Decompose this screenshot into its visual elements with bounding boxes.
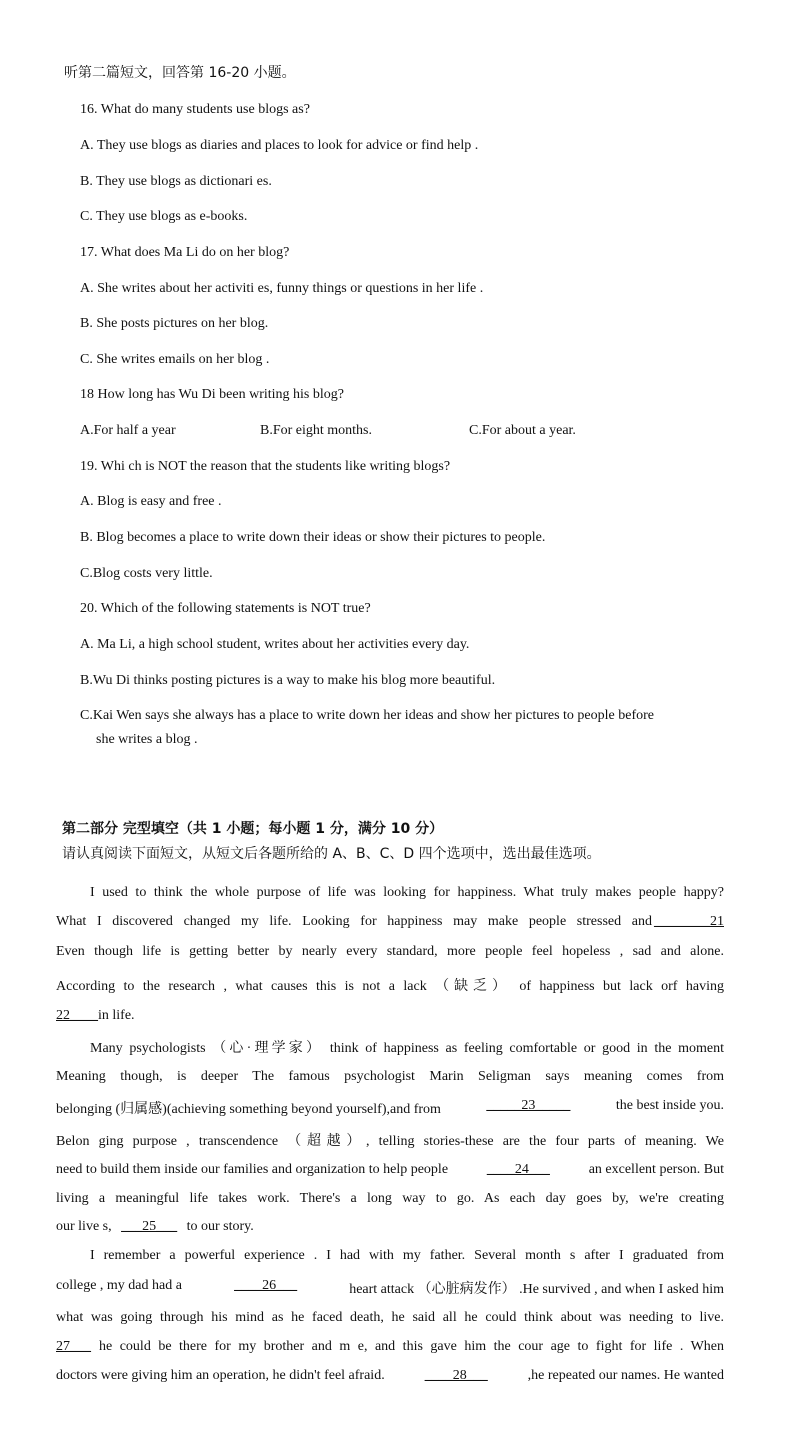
q16-option-c: C. They use blogs as e-books. bbox=[80, 209, 248, 224]
passage-line bbox=[56, 1278, 724, 1298]
listening-intro: 听第二篇短文，回答第 16-20 小题。 bbox=[64, 65, 296, 81]
passage-text: What I discovered changed my life. Looking for happiness may make people stressed and bbox=[56, 914, 652, 929]
blank-22: 22____ bbox=[56, 1008, 98, 1023]
passage-text: doctors were giving him an operation, he didn't feel afraid. bbox=[56, 1368, 385, 1383]
blank-23: _____23_____ bbox=[486, 1098, 571, 1113]
blank-24: ____24___ bbox=[486, 1162, 550, 1177]
blank-21: ________21 bbox=[654, 914, 724, 929]
passage-line bbox=[56, 1368, 724, 1384]
q17-option-b: B. She posts pictures on her blog. bbox=[80, 316, 269, 331]
blank-28: ____28___ bbox=[424, 1368, 488, 1383]
q20-option-a: A. Ma Li, a high school student, writes about her activities every day. bbox=[80, 637, 470, 652]
passage-line: Meaning though, is deeper The famous psychologist Marin Seligman says meaning comes from bbox=[56, 1069, 724, 1084]
passage-text: he could be there for my brother and m e, and this gave him the cour age to fight for life . When bbox=[99, 1339, 724, 1354]
q16-option-a: A. They use blogs as diaries and places to look for advice or find help . bbox=[80, 138, 479, 153]
passage-line: Many psychologists （心·理学家） think of happiness as feeling comfortable or good in the moment bbox=[90, 1041, 724, 1056]
q16-option-b: B. They use blogs as dictionari es. bbox=[80, 174, 272, 189]
passage-line bbox=[56, 1219, 254, 1235]
passage-line: I remember a powerful experience . I had with my father. Several month s after I graduated from bbox=[90, 1248, 724, 1263]
passage-text: our live s, bbox=[56, 1219, 112, 1234]
passage-text: ,he repeated our names. He wanted bbox=[527, 1368, 724, 1383]
part2-heading: 第二部分 完型填空（共 1 小题；每小题 1 分，满分 10 分） bbox=[62, 821, 444, 837]
passage-line: Even though life is getting better by nearly every standard, more people feel hopeless , sad and alone. bbox=[56, 944, 724, 959]
q18-option-c: C.For about a year. bbox=[469, 423, 576, 438]
passage-line bbox=[56, 1339, 724, 1355]
passage-line: what was going through his mind as he faced death, he said all he could think about was needing to live. bbox=[56, 1310, 724, 1325]
q19-option-a: A. Blog is easy and free . bbox=[80, 494, 222, 509]
q18-option-a: A.For half a year bbox=[80, 423, 176, 438]
blank-25: ___25___ bbox=[121, 1219, 178, 1234]
passage-line bbox=[56, 1162, 724, 1178]
passage-line bbox=[56, 1008, 135, 1024]
passage-text: heart attack （心脏病发作） .He survived , and when I asked him bbox=[349, 1282, 724, 1297]
q18-option-b: B.For eight months. bbox=[260, 423, 373, 438]
passage-line bbox=[56, 914, 724, 930]
q17-option-a: A. She writes about her activiti es, funny things or questions in her life . bbox=[80, 281, 484, 296]
passage-line bbox=[56, 1098, 724, 1118]
question-19: 19. Whi ch is NOT the reason that the students like writing blogs? bbox=[80, 459, 451, 474]
passage-text: belonging (归属感)(achieving something beyond yourself),and from bbox=[56, 1102, 441, 1117]
passage-text: to our story. bbox=[186, 1219, 254, 1234]
passage-text: in life. bbox=[98, 1008, 135, 1023]
part2-instruction: 请认真阅读下面短文，从短文后各题所给的 A、B、C、D 四个选项中，选出最佳选项。 bbox=[62, 846, 601, 862]
passage-line: Belon ging purpose , transcendence （超越）, telling stories-these are the four parts of meaning. We bbox=[56, 1134, 724, 1149]
passage-line: According to the research , what causes this is not a lack （缺乏） of happiness but lack orf having bbox=[56, 979, 724, 994]
blank-27: 27___ bbox=[56, 1339, 91, 1354]
q17-option-c: C. She writes emails on her blog . bbox=[80, 352, 270, 367]
question-17: 17. What does Ma Li do on her blog? bbox=[80, 245, 290, 260]
passage-line: I used to think the whole purpose of life was looking for happiness. What truly makes people happy? bbox=[90, 885, 724, 900]
q19-option-c: C.Blog costs very little. bbox=[80, 566, 213, 581]
passage-text: need to build them inside our families and organization to help people bbox=[56, 1162, 449, 1177]
q20-option-c: C.Kai Wen says she always has a place to write down her ideas and show her pictures to people before bbox=[80, 708, 654, 723]
question-20: 20. Which of the following statements is NOT true? bbox=[80, 601, 371, 616]
question-16: 16. What do many students use blogs as? bbox=[80, 102, 310, 117]
question-18: 18 How long has Wu Di been writing his blog? bbox=[80, 387, 344, 402]
blank-26: ____26___ bbox=[234, 1278, 298, 1293]
passage-text: the best inside you. bbox=[615, 1098, 724, 1113]
q19-option-b: B. Blog becomes a place to write down their ideas or show their pictures to people. bbox=[80, 530, 546, 545]
passage-text: an excellent person. But bbox=[588, 1162, 724, 1177]
q20-option-c-continued: she writes a blog . bbox=[96, 732, 198, 747]
passage-text: college , my dad had a bbox=[56, 1278, 182, 1293]
q20-option-b: B.Wu Di thinks posting pictures is a way to make his blog more beautiful. bbox=[80, 673, 496, 688]
passage-line: living a meaningful life takes work. There's a long way to go. As each day goes by, we're creating bbox=[56, 1191, 724, 1206]
